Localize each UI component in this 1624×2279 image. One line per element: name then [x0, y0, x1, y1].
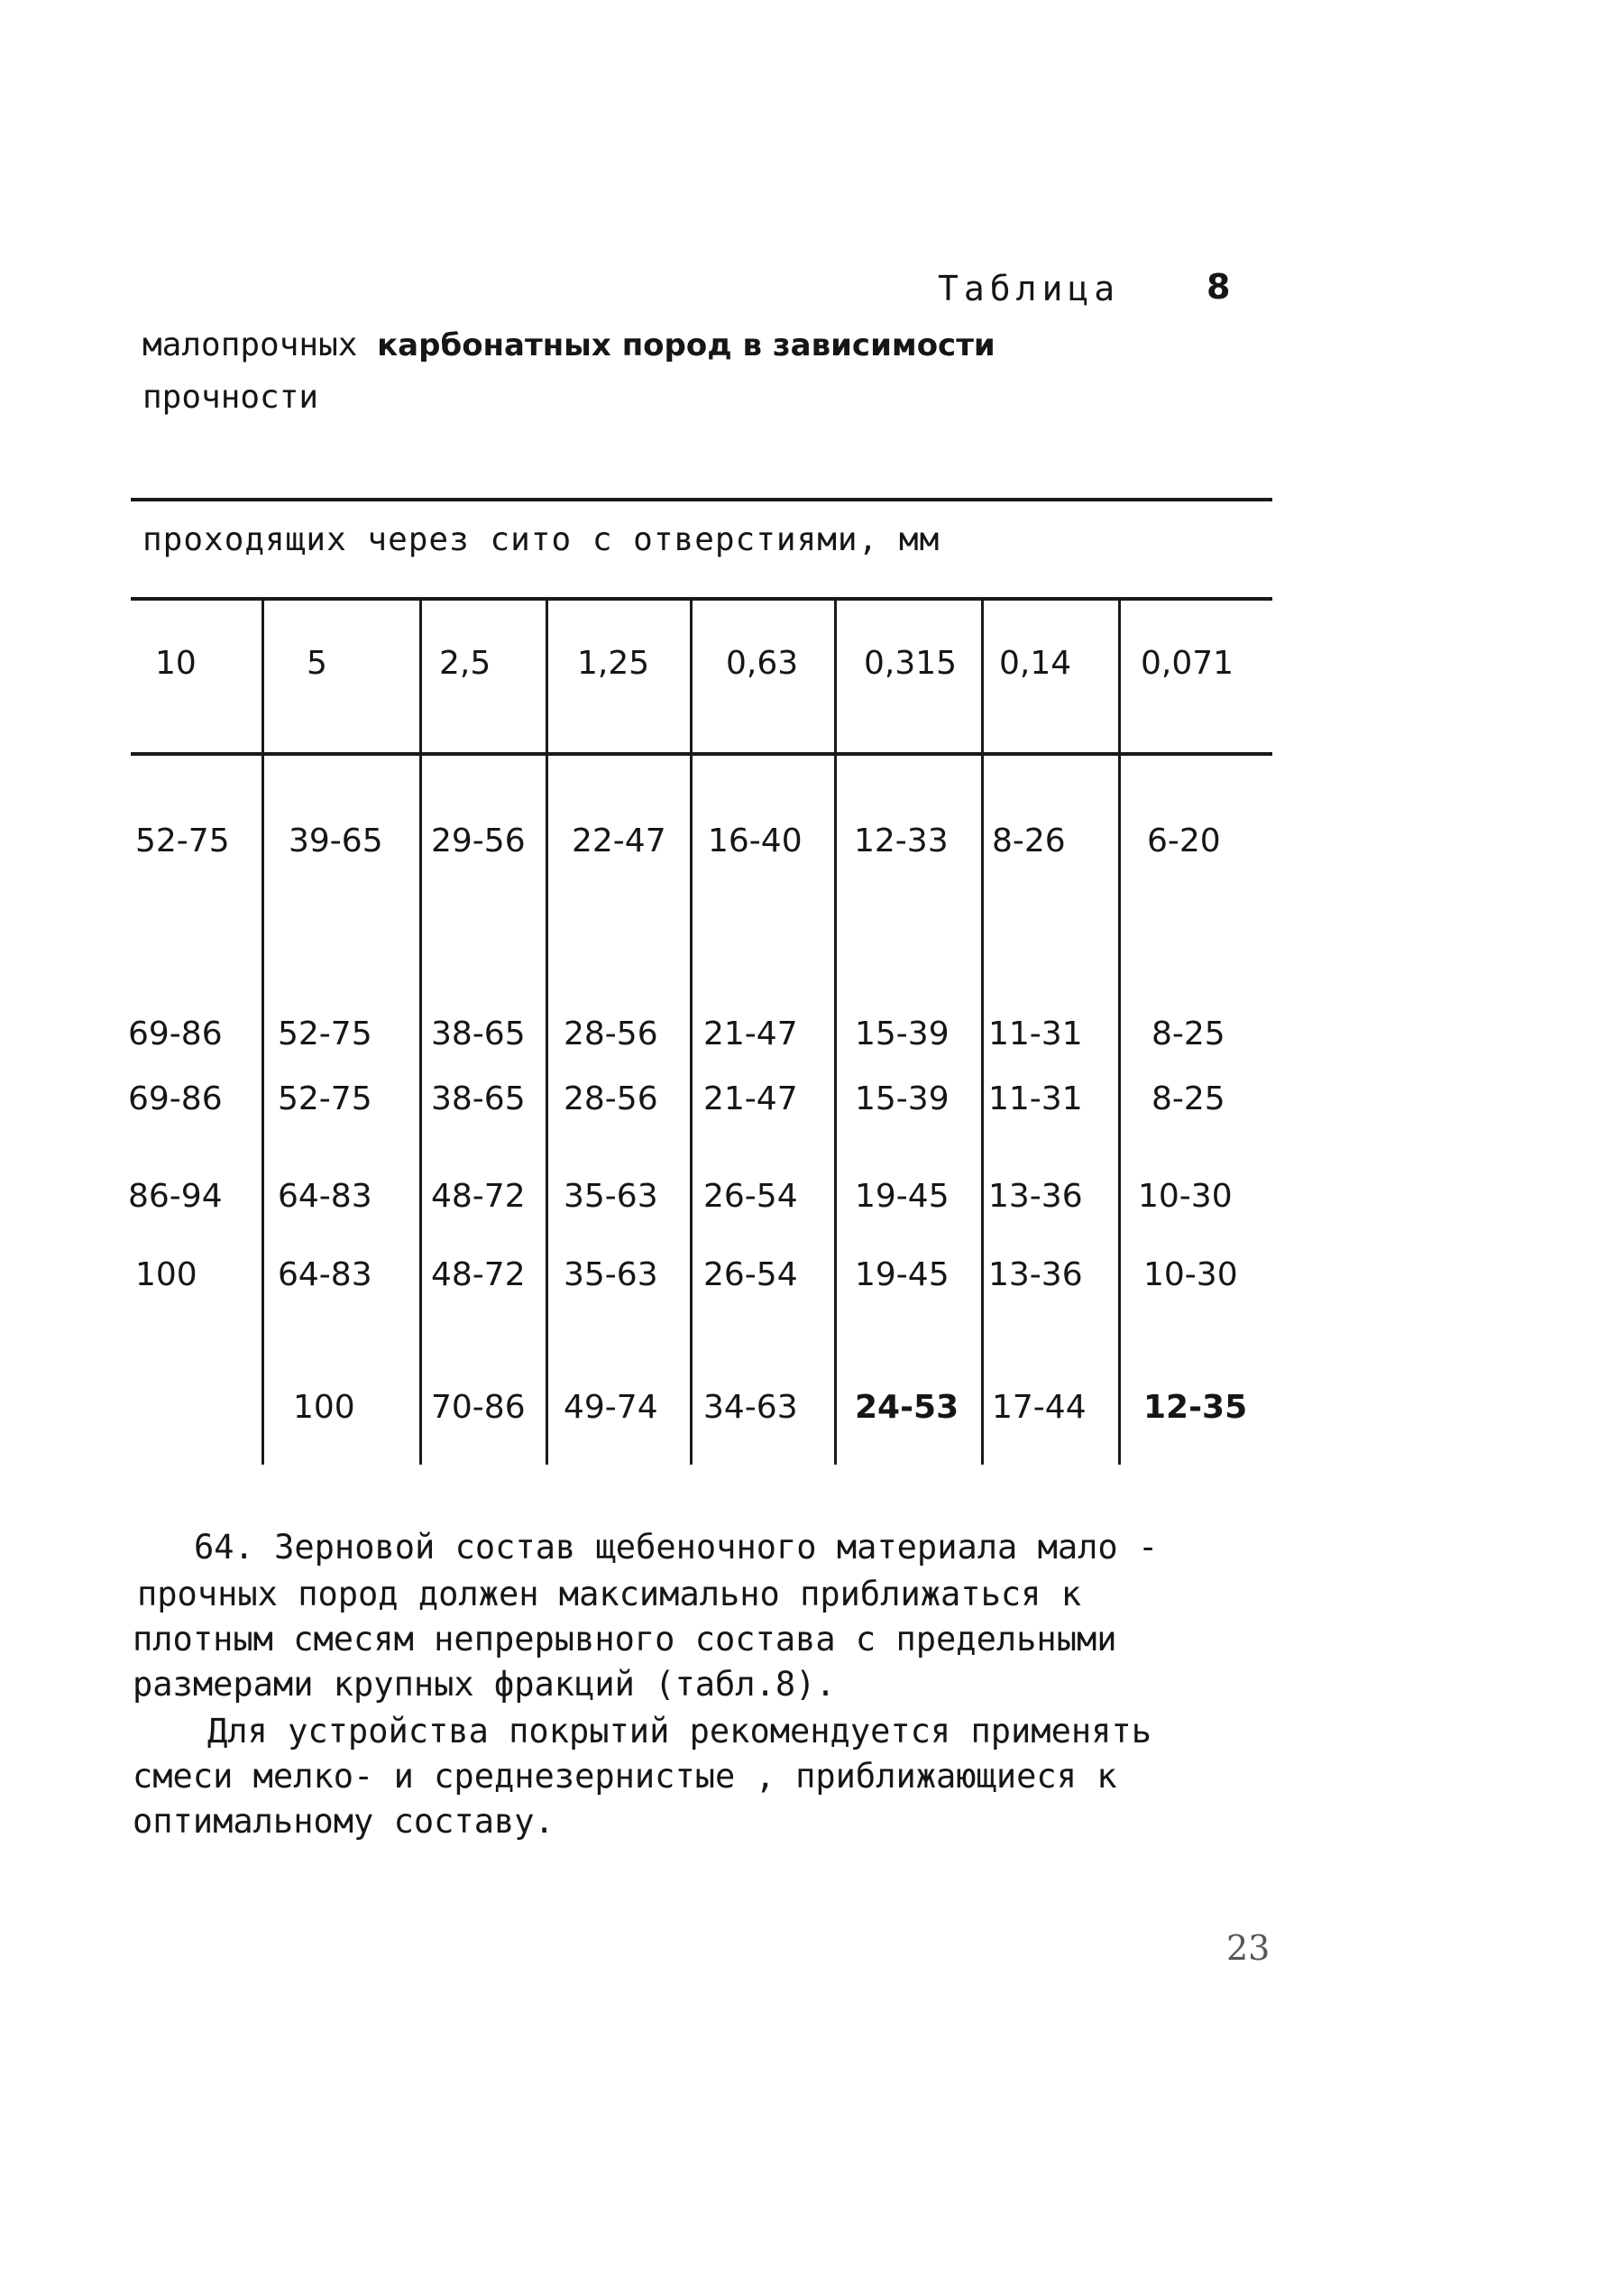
table-cell: 48-72: [431, 1178, 526, 1215]
column-header-rule: [131, 752, 1272, 756]
table-cell: 21-47: [703, 1015, 798, 1052]
column-header: 0,071: [1141, 645, 1234, 682]
table-cell: 22-47: [572, 822, 666, 859]
table-cell: 19-45: [855, 1256, 950, 1293]
table-cell: 12-33: [854, 822, 949, 859]
table-caption-line2: прочности: [142, 379, 319, 416]
table-cell: 39-65: [289, 822, 383, 859]
table-cell: 38-65: [431, 1015, 526, 1052]
table-cell: 10-30: [1138, 1178, 1233, 1215]
column-header: 1,25: [577, 645, 650, 682]
table-cell: 24-53: [855, 1389, 959, 1426]
table-cell: 86-94: [128, 1178, 223, 1215]
table-cell: 100: [293, 1389, 355, 1426]
paragraph-64-line4: размерами крупных фракций (табл.8).: [133, 1665, 836, 1704]
table-cell: 52-75: [278, 1080, 372, 1117]
table-cell: 15-39: [855, 1015, 950, 1052]
caption-plain: малопрочных: [142, 326, 378, 363]
table-cell: 64-83: [278, 1256, 372, 1293]
table-cell: 8-26: [992, 822, 1066, 859]
paragraph-2-line1: Для устройства покрытий рекомендуется применять: [207, 1712, 1151, 1751]
column-header: 0,315: [864, 645, 958, 682]
table-cell: 21-47: [703, 1080, 798, 1117]
table-cell: 16-40: [708, 822, 803, 859]
column-header: 0,63: [726, 645, 799, 682]
table-cell: 49-74: [564, 1389, 658, 1426]
table-cell: 13-36: [988, 1178, 1083, 1215]
table-cell: 19-45: [855, 1178, 950, 1215]
table-cell: 10-30: [1143, 1256, 1238, 1293]
table-cell: 26-54: [703, 1178, 798, 1215]
column-header: 0,14: [999, 645, 1072, 682]
table-cell: 15-39: [855, 1080, 950, 1117]
table-cell: 29-56: [431, 822, 526, 859]
table-cell: 70-86: [431, 1389, 526, 1426]
table-cell: 28-56: [564, 1015, 658, 1052]
table-number: 8: [1207, 267, 1231, 307]
table-cell: 11-31: [988, 1015, 1083, 1052]
caption-bold: карбонатных пород в зависимости: [377, 327, 996, 363]
column-header: 10: [155, 645, 197, 682]
table-cell: 13-36: [988, 1256, 1083, 1293]
table-cell: 8-25: [1151, 1015, 1225, 1052]
column-divider: [1118, 599, 1121, 1465]
table-cell: 52-75: [278, 1015, 372, 1052]
table-cell: 12-35: [1143, 1389, 1248, 1426]
table-group-header: проходящих через сито с отверстиями, мм: [142, 521, 940, 558]
table-cell: 35-63: [564, 1178, 658, 1215]
table-cell: 52-75: [135, 822, 230, 859]
column-divider: [261, 599, 264, 1465]
column-divider: [834, 599, 837, 1465]
table-cell: 8-25: [1151, 1080, 1225, 1117]
column-divider: [419, 599, 422, 1465]
paragraph-64-line1: 64. Зерновой состав щебеночного материала мало -: [194, 1528, 1159, 1567]
table-cell: 11-31: [988, 1080, 1083, 1117]
table-cell: 64-83: [278, 1178, 372, 1215]
column-header: 2,5: [439, 645, 491, 682]
table-caption-line1: [142, 326, 996, 363]
table-cell: 100: [135, 1256, 197, 1293]
table-cell: 17-44: [992, 1389, 1087, 1426]
table-cell: 48-72: [431, 1256, 526, 1293]
table-cell: 38-65: [431, 1080, 526, 1117]
table-top-rule: [131, 498, 1272, 501]
table-cell: 26-54: [703, 1256, 798, 1293]
header-rule: [131, 597, 1272, 601]
column-divider: [690, 599, 693, 1465]
table-cell: 69-86: [128, 1015, 223, 1052]
table-cell: 34-63: [703, 1389, 798, 1426]
table-cell: 6-20: [1147, 822, 1221, 859]
table-cell: 69-86: [128, 1080, 223, 1117]
page-number: 23: [1226, 1928, 1271, 1968]
column-divider: [981, 599, 984, 1465]
paragraph-2-line3: оптимальному составу.: [133, 1802, 555, 1841]
table-cell: 28-56: [564, 1080, 658, 1117]
column-divider: [546, 599, 548, 1465]
column-header: 5: [307, 645, 327, 682]
table-title: Таблица: [938, 269, 1121, 308]
table-cell: 35-63: [564, 1256, 658, 1293]
paragraph-64-line2: прочных пород должен максимально приближаться к: [137, 1575, 1081, 1613]
paragraph-64-line3: плотным смесям непрерывного состава с предельными: [133, 1620, 1117, 1659]
paragraph-2-line2: смеси мелко- и среднезернистые , приближающиеся к: [133, 1757, 1117, 1796]
